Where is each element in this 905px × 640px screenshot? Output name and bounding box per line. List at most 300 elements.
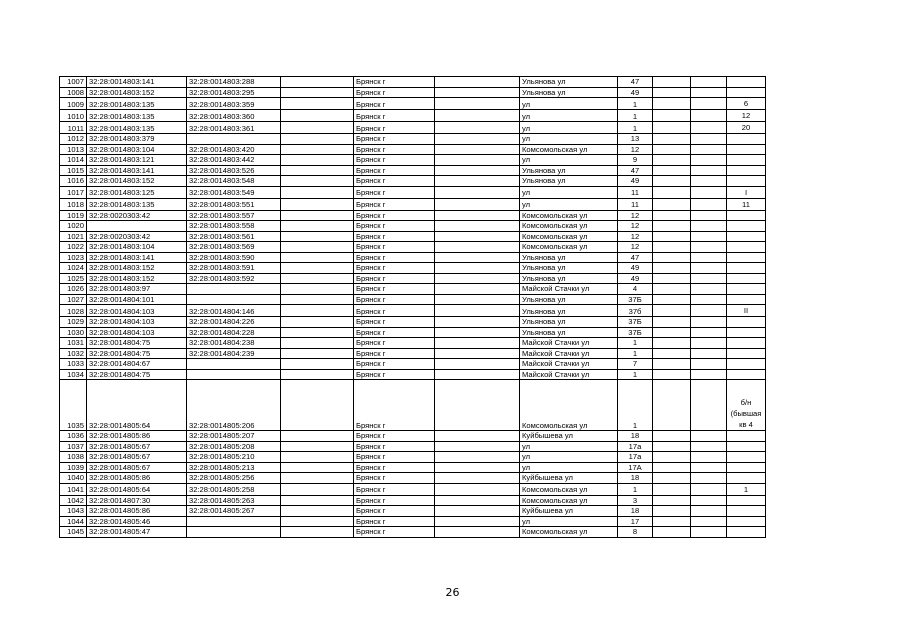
cell-empty-col-9: [653, 305, 691, 317]
table-row: [60, 77, 766, 88]
cell-locality: Брянск г: [354, 144, 435, 155]
cell-empty-col-4: [281, 317, 354, 328]
cell-apartment: 11: [727, 198, 766, 210]
cell-cadastral-number: 32:28:0014803:141: [87, 165, 187, 176]
cell-row-number: 1021: [60, 231, 87, 242]
cell-empty-col-4: [281, 273, 354, 284]
cell-house-number: 18: [618, 506, 653, 517]
cell-apartment: [727, 231, 766, 242]
cell-empty-col-6: [435, 452, 520, 463]
cell-empty-col-4: [281, 483, 354, 495]
cell-empty-col-4: [281, 242, 354, 253]
cell-cadastral-number: 32:28:0014805:67: [87, 441, 187, 452]
cell-cadastral-number: 32:28:0014807:30: [87, 495, 187, 506]
cell-row-number: 1042: [60, 495, 87, 506]
cell-room-cadastral-number: 32:28:0014803:592: [187, 273, 281, 284]
table-row: [60, 327, 766, 338]
cell-empty-col-4: [281, 380, 354, 431]
cell-empty-col-9: [653, 380, 691, 431]
cell-row-number: 1025: [60, 273, 87, 284]
cell-house-number: 17: [618, 516, 653, 527]
cell-empty-col-9: [653, 273, 691, 284]
cell-locality: Брянск г: [354, 284, 435, 295]
table-row: [60, 87, 766, 98]
cell-street: Куйбышева ул: [520, 506, 618, 517]
cell-locality: Брянск г: [354, 122, 435, 134]
cell-empty-col-4: [281, 231, 354, 242]
table-row: [60, 273, 766, 284]
cell-room-cadastral-number: [187, 359, 281, 370]
cell-street: ул: [520, 122, 618, 134]
cell-room-cadastral-number: [187, 516, 281, 527]
cell-street: Майской Стачки ул: [520, 338, 618, 349]
cell-empty-col-10: [691, 516, 727, 527]
table-row: [60, 317, 766, 328]
cell-street: Майской Стачки ул: [520, 284, 618, 295]
table-row: [60, 338, 766, 349]
cell-empty-col-4: [281, 527, 354, 538]
cell-empty-col-4: [281, 155, 354, 166]
cell-apartment: 12: [727, 110, 766, 122]
cell-empty-col-4: [281, 210, 354, 221]
cell-house-number: 37Б: [618, 294, 653, 305]
cell-house-number: 1: [618, 338, 653, 349]
cell-room-cadastral-number: 32:28:0014804:226: [187, 317, 281, 328]
cell-empty-col-9: [653, 527, 691, 538]
cell-room-cadastral-number: 32:28:0014805:207: [187, 431, 281, 442]
cell-empty-col-9: [653, 462, 691, 473]
cell-apartment: [727, 294, 766, 305]
cell-row-number: 1040: [60, 473, 87, 484]
cell-house-number: 11: [618, 186, 653, 198]
cell-apartment: [727, 431, 766, 442]
cell-street: ул: [520, 186, 618, 198]
cell-room-cadastral-number: [187, 369, 281, 380]
cell-apartment: [727, 473, 766, 484]
cell-empty-col-6: [435, 431, 520, 442]
cell-street: Майской Стачки ул: [520, 359, 618, 370]
cell-empty-col-6: [435, 527, 520, 538]
cell-street: ул: [520, 441, 618, 452]
cell-empty-col-6: [435, 348, 520, 359]
cell-row-number: 1043: [60, 506, 87, 517]
cell-house-number: 1: [618, 483, 653, 495]
cell-empty-col-10: [691, 231, 727, 242]
cell-row-number: 1009: [60, 98, 87, 110]
cell-empty-col-4: [281, 221, 354, 232]
cell-locality: Брянск г: [354, 473, 435, 484]
cell-row-number: 1017: [60, 186, 87, 198]
cell-locality: Брянск г: [354, 186, 435, 198]
cell-house-number: 47: [618, 165, 653, 176]
cell-street: Ульянова ул: [520, 327, 618, 338]
table-row: [60, 144, 766, 155]
cell-empty-col-10: [691, 110, 727, 122]
cell-empty-col-10: [691, 359, 727, 370]
cell-locality: Брянск г: [354, 327, 435, 338]
cell-apartment: [727, 77, 766, 88]
cell-room-cadastral-number: 32:28:0014803:361: [187, 122, 281, 134]
cell-empty-col-9: [653, 359, 691, 370]
cell-row-number: 1044: [60, 516, 87, 527]
cell-empty-col-10: [691, 483, 727, 495]
cell-cadastral-number: 32:28:0014805:86: [87, 431, 187, 442]
cell-street: Ульянова ул: [520, 176, 618, 187]
cell-cadastral-number: 32:28:0014805:67: [87, 452, 187, 463]
cell-street: Ульянова ул: [520, 305, 618, 317]
table-row: [60, 122, 766, 134]
cell-apartment: [727, 87, 766, 98]
cell-street: ул: [520, 516, 618, 527]
cell-street: Комсомольская ул: [520, 144, 618, 155]
cell-room-cadastral-number: [187, 294, 281, 305]
cell-locality: Брянск г: [354, 134, 435, 145]
cell-row-number: 1033: [60, 359, 87, 370]
cell-empty-col-6: [435, 516, 520, 527]
cell-empty-col-10: [691, 495, 727, 506]
cell-room-cadastral-number: [187, 284, 281, 295]
cell-street: Ульянова ул: [520, 294, 618, 305]
cell-empty-col-4: [281, 338, 354, 349]
table-row: [60, 348, 766, 359]
cell-street: Ульянова ул: [520, 77, 618, 88]
cell-locality: Брянск г: [354, 110, 435, 122]
cell-house-number: 8: [618, 527, 653, 538]
cell-cadastral-number: 32:28:0014803:152: [87, 176, 187, 187]
cell-room-cadastral-number: 32:28:0014804:228: [187, 327, 281, 338]
cell-empty-col-10: [691, 221, 727, 232]
cell-empty-col-10: [691, 87, 727, 98]
cell-house-number: 37Б: [618, 317, 653, 328]
cell-cadastral-number: 32:28:0014804:75: [87, 338, 187, 349]
cell-empty-col-10: [691, 198, 727, 210]
table-row: [60, 134, 766, 145]
cell-house-number: 37б: [618, 305, 653, 317]
table-row: [60, 98, 766, 110]
cell-locality: Брянск г: [354, 87, 435, 98]
cell-empty-col-9: [653, 186, 691, 198]
cell-cadastral-number: 32:28:0014804:101: [87, 294, 187, 305]
cell-locality: Брянск г: [354, 242, 435, 253]
cell-apartment: [727, 359, 766, 370]
cell-empty-col-10: [691, 452, 727, 463]
cell-row-number: 1022: [60, 242, 87, 253]
cell-apartment: [727, 441, 766, 452]
cell-row-number: 1038: [60, 452, 87, 463]
cell-locality: Брянск г: [354, 506, 435, 517]
cell-cadastral-number: 32:28:0014805:64: [87, 483, 187, 495]
cell-locality: Брянск г: [354, 98, 435, 110]
cell-locality: Брянск г: [354, 348, 435, 359]
cell-empty-col-4: [281, 165, 354, 176]
cell-empty-col-6: [435, 369, 520, 380]
cell-cadastral-number: 32:28:0014805:67: [87, 462, 187, 473]
cell-row-number: 1014: [60, 155, 87, 166]
cell-apartment: 1: [727, 483, 766, 495]
cell-empty-col-4: [281, 462, 354, 473]
cell-room-cadastral-number: 32:28:0014804:238: [187, 338, 281, 349]
cell-empty-col-9: [653, 263, 691, 274]
cell-apartment: 6: [727, 98, 766, 110]
cell-house-number: 12: [618, 210, 653, 221]
cell-locality: Брянск г: [354, 527, 435, 538]
table-row: [60, 263, 766, 274]
cell-empty-col-6: [435, 273, 520, 284]
cell-room-cadastral-number: 32:28:0014803:359: [187, 98, 281, 110]
table-row: [60, 210, 766, 221]
cell-room-cadastral-number: 32:28:0014803:288: [187, 77, 281, 88]
cell-row-number: 1020: [60, 221, 87, 232]
cell-empty-col-6: [435, 98, 520, 110]
cell-locality: Брянск г: [354, 294, 435, 305]
cell-room-cadastral-number: 32:28:0014805:258: [187, 483, 281, 495]
cell-house-number: 12: [618, 221, 653, 232]
cell-empty-col-4: [281, 176, 354, 187]
cell-row-number: 1036: [60, 431, 87, 442]
cell-empty-col-10: [691, 122, 727, 134]
cell-cadastral-number: 32:28:0014804:75: [87, 369, 187, 380]
cell-house-number: 49: [618, 263, 653, 274]
cell-street: Майской Стачки ул: [520, 369, 618, 380]
cell-empty-col-10: [691, 527, 727, 538]
cell-empty-col-4: [281, 516, 354, 527]
cell-empty-col-10: [691, 473, 727, 484]
cell-empty-col-10: [691, 98, 727, 110]
cell-empty-col-9: [653, 210, 691, 221]
table-row: [60, 516, 766, 527]
cell-apartment: [727, 134, 766, 145]
cell-empty-col-10: [691, 134, 727, 145]
cell-room-cadastral-number: [187, 134, 281, 145]
cell-locality: Брянск г: [354, 317, 435, 328]
cell-house-number: 17а: [618, 441, 653, 452]
cell-house-number: 12: [618, 144, 653, 155]
cell-house-number: 1: [618, 122, 653, 134]
cell-row-number: 1035: [60, 380, 87, 431]
cell-apartment: 20: [727, 122, 766, 134]
table-row: [60, 441, 766, 452]
cell-room-cadastral-number: 32:28:0014803:526: [187, 165, 281, 176]
cell-empty-col-10: [691, 210, 727, 221]
cell-empty-col-4: [281, 198, 354, 210]
cell-street: Майской Стачки ул: [520, 348, 618, 359]
cell-cadastral-number: 32:28:0014805:64: [87, 380, 187, 431]
cell-room-cadastral-number: 32:28:0014805:256: [187, 473, 281, 484]
cell-row-number: 1045: [60, 527, 87, 538]
cell-empty-col-4: [281, 495, 354, 506]
cell-empty-col-10: [691, 252, 727, 263]
cell-empty-col-10: [691, 506, 727, 517]
cell-street: ул: [520, 462, 618, 473]
cell-empty-col-10: [691, 317, 727, 328]
cell-room-cadastral-number: 32:28:0014803:561: [187, 231, 281, 242]
cell-row-number: 1027: [60, 294, 87, 305]
cell-empty-col-9: [653, 516, 691, 527]
cell-cadastral-number: 32:28:0014803:379: [87, 134, 187, 145]
cell-empty-col-6: [435, 122, 520, 134]
cell-locality: Брянск г: [354, 452, 435, 463]
cell-empty-col-4: [281, 506, 354, 517]
table-row: [60, 506, 766, 517]
cell-apartment: [727, 516, 766, 527]
cell-row-number: 1015: [60, 165, 87, 176]
cell-empty-col-4: [281, 441, 354, 452]
cell-room-cadastral-number: 32:28:0014805:208: [187, 441, 281, 452]
cell-house-number: 9: [618, 155, 653, 166]
table-row: [60, 231, 766, 242]
cell-cadastral-number: 32:28:0014803:135: [87, 98, 187, 110]
cell-empty-col-10: [691, 144, 727, 155]
cell-cadastral-number: 32:28:0014803:121: [87, 155, 187, 166]
cell-empty-col-9: [653, 348, 691, 359]
cell-apartment: [727, 317, 766, 328]
cell-empty-col-10: [691, 77, 727, 88]
cell-apartment: [727, 273, 766, 284]
table-row: [60, 380, 766, 431]
cell-empty-col-9: [653, 252, 691, 263]
cell-street: Комсомольская ул: [520, 380, 618, 431]
cell-empty-col-6: [435, 294, 520, 305]
table-row: [60, 369, 766, 380]
cell-empty-col-4: [281, 144, 354, 155]
cell-room-cadastral-number: 32:28:0014803:420: [187, 144, 281, 155]
cell-street: Ульянова ул: [520, 165, 618, 176]
cell-room-cadastral-number: 32:28:0014803:557: [187, 210, 281, 221]
cell-row-number: 1016: [60, 176, 87, 187]
cell-locality: Брянск г: [354, 210, 435, 221]
cell-cadastral-number: 32:28:0014803:125: [87, 186, 187, 198]
cell-room-cadastral-number: 32:28:0014803:442: [187, 155, 281, 166]
cell-locality: Брянск г: [354, 441, 435, 452]
cell-empty-col-4: [281, 263, 354, 274]
cell-apartment: II: [727, 305, 766, 317]
cell-house-number: 17А: [618, 462, 653, 473]
cell-row-number: 1028: [60, 305, 87, 317]
cell-street: Комсомольская ул: [520, 231, 618, 242]
cell-house-number: 12: [618, 231, 653, 242]
cell-empty-col-9: [653, 431, 691, 442]
cell-apartment: [727, 252, 766, 263]
cell-locality: Брянск г: [354, 369, 435, 380]
table-row: [60, 305, 766, 317]
cell-locality: Брянск г: [354, 252, 435, 263]
cell-empty-col-9: [653, 441, 691, 452]
cell-empty-col-9: [653, 242, 691, 253]
cell-cadastral-number: [87, 221, 187, 232]
cell-street: Комсомольская ул: [520, 210, 618, 221]
cell-empty-col-6: [435, 252, 520, 263]
cell-row-number: 1030: [60, 327, 87, 338]
cell-empty-col-4: [281, 294, 354, 305]
cell-empty-col-10: [691, 284, 727, 295]
cell-apartment: I: [727, 186, 766, 198]
cell-room-cadastral-number: 32:28:0014803:549: [187, 186, 281, 198]
cell-empty-col-4: [281, 473, 354, 484]
cell-apartment: [727, 495, 766, 506]
cell-cadastral-number: 32:28:0014803:152: [87, 263, 187, 274]
cell-locality: Брянск г: [354, 380, 435, 431]
cell-room-cadastral-number: 32:28:0014803:295: [187, 87, 281, 98]
cell-empty-col-6: [435, 473, 520, 484]
table-row: [60, 155, 766, 166]
cell-house-number: 7: [618, 359, 653, 370]
cell-street: ул: [520, 198, 618, 210]
table-row: [60, 110, 766, 122]
cell-room-cadastral-number: 32:28:0014805:213: [187, 462, 281, 473]
cell-apartment: [727, 221, 766, 232]
cell-room-cadastral-number: 32:28:0014805:210: [187, 452, 281, 463]
cell-empty-col-10: [691, 348, 727, 359]
cell-locality: Брянск г: [354, 495, 435, 506]
cell-locality: Брянск г: [354, 155, 435, 166]
cell-empty-col-4: [281, 452, 354, 463]
cell-empty-col-6: [435, 462, 520, 473]
cell-row-number: 1032: [60, 348, 87, 359]
cell-apartment: [727, 527, 766, 538]
cell-cadastral-number: 32:28:0014803:135: [87, 198, 187, 210]
cell-empty-col-4: [281, 431, 354, 442]
cell-street: Ульянова ул: [520, 87, 618, 98]
cell-empty-col-4: [281, 77, 354, 88]
cell-empty-col-6: [435, 284, 520, 295]
cell-house-number: 18: [618, 431, 653, 442]
cell-street: ул: [520, 155, 618, 166]
cell-row-number: 1013: [60, 144, 87, 155]
cell-street: ул: [520, 134, 618, 145]
cell-row-number: 1008: [60, 87, 87, 98]
table-row: [60, 242, 766, 253]
cell-empty-col-10: [691, 155, 727, 166]
cell-empty-col-9: [653, 77, 691, 88]
cell-locality: Брянск г: [354, 338, 435, 349]
cell-empty-col-6: [435, 495, 520, 506]
cell-cadastral-number: 32:28:0014803:135: [87, 110, 187, 122]
cell-empty-col-4: [281, 305, 354, 317]
table-row: [60, 473, 766, 484]
cell-empty-col-4: [281, 252, 354, 263]
cell-apartment: [727, 462, 766, 473]
table-row: [60, 176, 766, 187]
cell-empty-col-10: [691, 165, 727, 176]
cell-row-number: 1031: [60, 338, 87, 349]
cell-empty-col-9: [653, 338, 691, 349]
cell-street: Комсомольская ул: [520, 221, 618, 232]
cell-street: Ульянова ул: [520, 273, 618, 284]
cell-house-number: 13: [618, 134, 653, 145]
cell-empty-col-6: [435, 506, 520, 517]
cell-street: Ульянова ул: [520, 252, 618, 263]
table-row: [60, 527, 766, 538]
cell-empty-col-9: [653, 122, 691, 134]
cell-locality: Брянск г: [354, 176, 435, 187]
cell-street: Ульянова ул: [520, 317, 618, 328]
cell-locality: Брянск г: [354, 305, 435, 317]
cell-house-number: 47: [618, 252, 653, 263]
cell-cadastral-number: 32:28:0014803:104: [87, 242, 187, 253]
cell-empty-col-4: [281, 98, 354, 110]
cell-row-number: 1037: [60, 441, 87, 452]
cell-empty-col-6: [435, 221, 520, 232]
cell-empty-col-6: [435, 198, 520, 210]
cell-room-cadastral-number: 32:28:0014804:146: [187, 305, 281, 317]
cell-empty-col-10: [691, 338, 727, 349]
cell-empty-col-10: [691, 242, 727, 253]
cell-cadastral-number: 32:28:0014804:67: [87, 359, 187, 370]
cell-room-cadastral-number: 32:28:0014803:360: [187, 110, 281, 122]
cell-empty-col-6: [435, 327, 520, 338]
cell-apartment: [727, 284, 766, 295]
cell-empty-col-6: [435, 483, 520, 495]
